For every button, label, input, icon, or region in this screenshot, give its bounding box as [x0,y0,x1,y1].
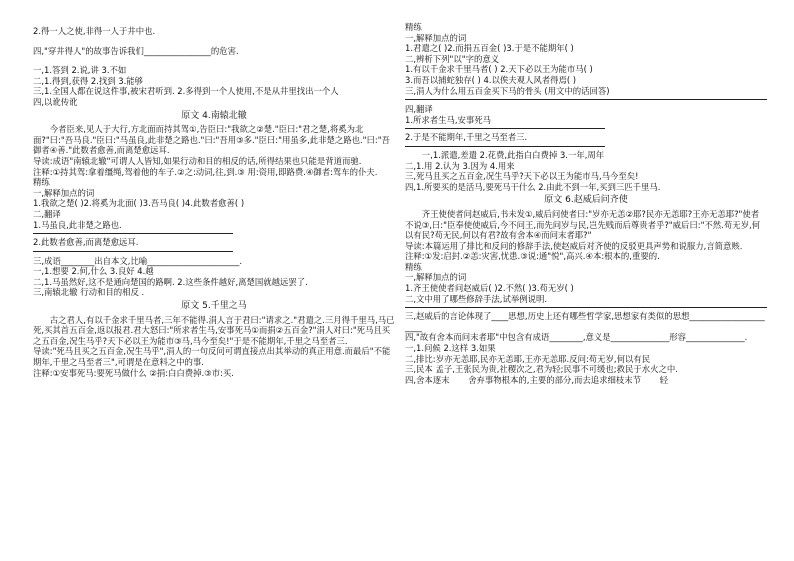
answer-blank-line [405,145,605,147]
text-line: 一,1.问候 2.这样 3.如果 [405,343,496,354]
text-line: 一,解释加点的词 [33,187,95,198]
text-line: 精练 [33,177,50,188]
right-column [405,22,767,385]
text-line: 一,解释加点的词 [405,272,467,283]
text-line: 精练 [405,22,422,32]
text-line: 1.马虽良,此非楚之路也. [33,219,122,230]
section-heading: 原文 6.赵威后问齐使 [544,195,628,206]
text-line: 3.而吾以捕蛇独存( ) 4.以俟夫观人风者得焉( ) [405,74,577,85]
text-line: 四,"穿井得人"的故事告诉我们________________的危害. [33,45,239,56]
left-column [33,22,395,378]
text-line: 导读:"死马且买之五百金,况生马乎",涓人的一句反问可谓直接点出其举动的真正用意.而最后"不能期年,千里之马至者三",可谓是在意料之中的事. [33,346,391,368]
text-line: 二,排比:岁亦无恙耶,民亦无恙耶,王亦无恙耶.反问:苟无岁,何以有民 [405,353,651,364]
text-line: 注释:①发:启封.②恙:灾害,忧患.③说:通"悦",高兴.④本:根本的,重要的. [405,251,660,262]
text-line: 2.此数者愈善,而离楚愈远耳. [33,237,139,248]
text-line: 四,"故有舍本而问末者耶"中包含有成语________,意义是______________形容______________. [405,332,748,343]
text-line: 一,1.答到 2.说,讲 3.不如 [33,65,127,76]
text-line: 1.齐王使使者问赵威后( )2.不然( )3.苟无岁( ) [405,283,574,294]
text-line: 二,1.得到,获得 2.找到 3.能够 [33,75,143,86]
text-line: 三,死马且买之五百金,况生马乎?天下必以王为能市马,马今至矣! [405,171,639,182]
text-line: 精练 [405,261,422,272]
text-line: 三,涓人为什么用五百金买下马的骨头 (用文中的话回答) [405,85,610,96]
text-line: 四,舍本逐末 舍弃事物根本的,主要的部分,而去追求细枝末节 轻 [405,374,669,385]
text-line: 古之君人,有以千金求千里马者,三年不能得.涓人言于君曰:"请求之."君遣之.三月得千里马,马已死,买其首五百金,返以报君.君大怒曰:"所求者生马,安事死马①而捐②五百金?"涓人对曰:"死马且买之五百金,况生马乎?天下必以王为能市③马,马今至矣!"于是不能期年,千里之马至者三. [33,314,395,346]
text-line: 导读:成语"南辕北辙"可谓人人皆知,如果行动和目的相反的话,所得结果也只能是背道而驰. [33,155,362,166]
text-line: 四,以讹传讹 [33,96,78,107]
text-line: 注释:①持其驾:拿着缰绳,驾着他的车子.②之:动词,往,到.③ 用:资用,即路费.④御者:驾车的仆夫. [33,166,378,177]
text-line: 今者臣来,见人于大行,方北面而持其驾①,告臣曰:"我欲之②楚."臣曰:"君之楚,将奚为北面?"曰:"吾马良."臣曰:"马虽良,此非楚之路也."曰:"吾用③多."臣曰:"用虽多,此非楚之路也."曰:"吾御者④善."此数者愈善,而离楚愈远耳. [33,124,390,156]
text-line: 注释:①安事死马:要死马做什么 ②捐:白白费掉.③市:买. [33,367,234,378]
text-line: 导读:本篇运用了排比和反问的修辞手法,使赵威后对齐使的反驳更具声势和说服力,言简意赅. [405,240,743,251]
text-line: 二,1.用 2.认为 3.因为 4.用来 [405,160,515,171]
text-line: 一,1.想要 2.何,什么 3.良好 4.越 [33,266,154,277]
answer-blank-line [405,306,767,308]
text-line: 2.于是不能期年,千里之马至者三. [405,132,528,143]
text-line: 二,翻译 [33,208,61,219]
text-line: 1.有以千金求千里马者( ) 2.天下必以王为能市马( ) [405,64,593,75]
text-line: 二,1.马虽然好,这不是通向楚国的路啊. 2.这些条件越好,离楚国就越远罢了. [33,276,308,287]
answer-blank-line [405,127,605,129]
text-line: 1.我欲之楚( )2.将奚为北面( )3.吾马良( )4.此数者愈善( ) [33,198,245,209]
text-line: 三,民本 孟子,王张民为贵,社稷次之,君为轻;民事不可缓也;救民于水火之中. [405,364,678,375]
text-line: 三,成语________出自本文,比喻______________________. [33,255,242,266]
text-line: 1.君遣之( )2.而捐五百金( )3.于是不能期年( ) [405,43,574,54]
text-line: 三,1.全国人都在说这件事,被宋君听到. 2.多得到一个人使用,不是从井里找出一个人 [33,86,339,97]
text-line: 二,辨析下列"以"字的意义 [405,53,500,64]
answer-blank-line [33,250,233,252]
text-line: 四,翻译 [405,104,433,115]
text-line: 一,解释加点的词 [405,32,467,43]
section-heading: 原文 4.南辕北辙 [181,110,247,121]
answer-blank-line [33,232,233,234]
text-line: 三,赵威后的言论体现了____思想,历史上还有哪些哲学家,思想家有类似的思想______________________ [405,311,765,332]
answer-blank-line [405,98,767,100]
section-heading: 原文 5.千里之马 [181,301,247,312]
text-line: 四,1.所要买的是活马,要死马干什么 2.由此不到一年,买到三匹千里马. [405,181,661,192]
text-line: 三,南辕北辙 行动和目的相反 . [33,287,145,298]
text-line: 2.得一人之使,非得一人于井中也. [33,26,156,36]
text-line: 齐王使使者问赵威后,书未发①,威后问使者曰:"岁亦无恙②耶?民亦无恙耶?王亦无恙耶?"使者不说③,曰:"臣奉使使威后,今不问王,而先问岁与民,岂先贱而后尊贵者乎?"威后曰:"不然.苟无岁,何以有民?苟无民,何以有君?故有舍本④而问末者耶?" [405,208,760,241]
text-line: 一,1.派遣,差遣 2.花费,此指白白费掉 3.一年,周年 [421,149,605,160]
text-line: 二,文中用了哪些修辞手法,试举例说明. [405,293,547,304]
text-line: 1.所求者生马,安事死马 [405,114,492,125]
